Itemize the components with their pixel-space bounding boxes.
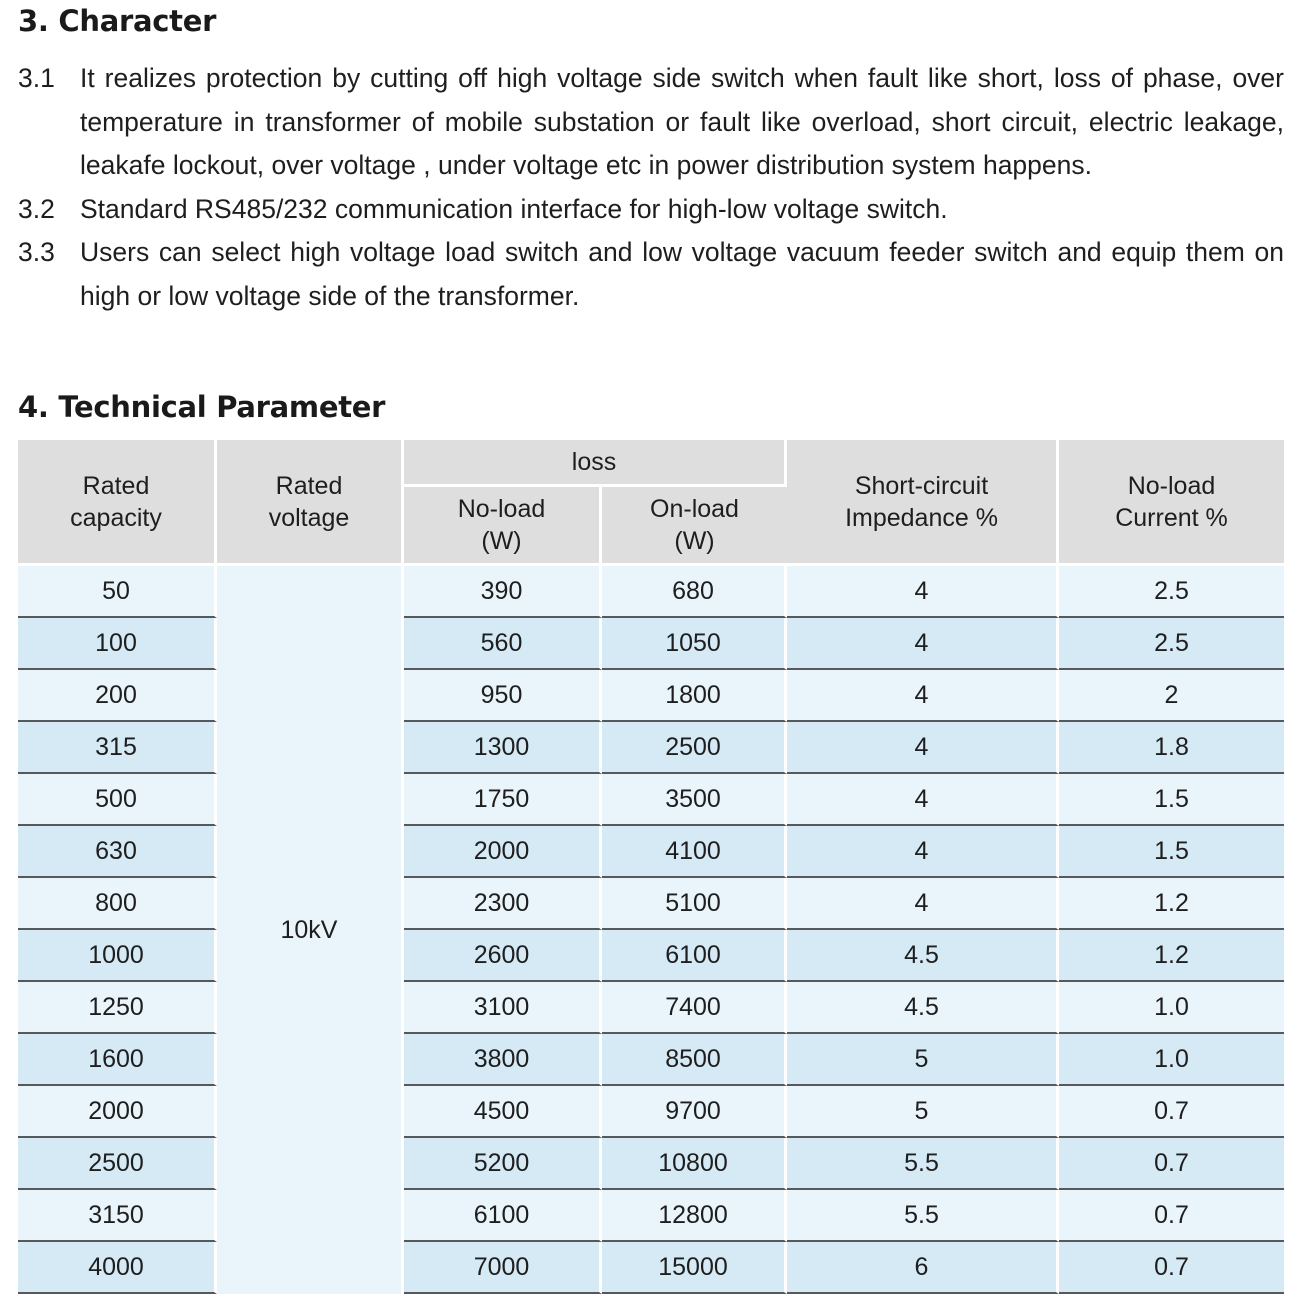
cell-capacity: 2500 [18,1138,217,1190]
cell-no-load: 1750 [404,774,602,826]
header-on-load-w [602,487,787,566]
table-row [18,1086,1284,1138]
header-impedance [787,440,1059,566]
cell-on-load: 7400 [602,982,787,1034]
header-label: No-load (W) [457,495,546,555]
character-heading: 3. Character [18,4,217,38]
cell-current: 1.8 [1059,722,1284,774]
character-item [18,231,1284,318]
header-no-load-w [404,487,602,566]
cell-on-load: 3500 [602,774,787,826]
cell-current: 2 [1059,670,1284,722]
cell-capacity: 1600 [18,1034,217,1086]
header-no-load-current [1059,440,1284,566]
cell-no-load: 560 [404,618,602,670]
cell-capacity: 4000 [18,1242,217,1294]
table-row [18,1242,1284,1294]
cell-capacity: 1250 [18,982,217,1034]
cell-capacity: 315 [18,722,217,774]
cell-impedance: 4 [787,826,1059,878]
cell-on-load: 1800 [602,670,787,722]
cell-no-load: 3100 [404,982,602,1034]
cell-on-load: 4100 [602,826,787,878]
cell-no-load: 2000 [404,826,602,878]
technical-heading: 4. Technical Parameter [18,390,386,424]
table-row [18,1034,1284,1086]
table-row [18,982,1284,1034]
cell-current: 2.5 [1059,566,1284,618]
cell-impedance: 4 [787,722,1059,774]
cell-no-load: 5200 [404,1138,602,1190]
cell-current: 2.5 [1059,618,1284,670]
cell-on-load: 8500 [602,1034,787,1086]
cell-on-load: 12800 [602,1190,787,1242]
cell-capacity: 2000 [18,1086,217,1138]
cell-impedance: 4 [787,774,1059,826]
cell-impedance: 4.5 [787,982,1059,1034]
cell-impedance: 4 [787,670,1059,722]
table-row [18,826,1284,878]
cell-rated-voltage: 10kV [217,566,404,1294]
table-row [18,930,1284,982]
table-row [18,1138,1284,1190]
character-item [18,57,1284,188]
cell-no-load: 3800 [404,1034,602,1086]
cell-impedance: 4 [787,878,1059,930]
item-text: Users can select high voltage load switch and low voltage vacuum feeder switch and equip them on high or low voltage side of the transformer. [80,237,1284,311]
item-text: Standard RS485/232 communication interface for high-low voltage switch. [80,193,948,224]
cell-on-load: 10800 [602,1138,787,1190]
header-label: Short-circuit Impedance % [845,471,998,532]
cell-current: 1.2 [1059,930,1284,982]
header-label: No-load Current % [1115,471,1228,532]
cell-impedance: 4 [787,566,1059,618]
character-item [18,188,1284,232]
cell-current: 1.2 [1059,878,1284,930]
item-text: It realizes protection by cutting off high voltage side switch when fault like short, loss of phase, over temperature in transformer of mobile substation or fault like overload, short circuit, electric leakage, leakafe lockout, over voltage , under voltage etc in power distribution system happens. [80,63,1284,180]
header-loss [404,440,787,487]
cell-no-load: 390 [404,566,602,618]
table-row [18,1190,1284,1242]
table-row [18,878,1284,930]
header-label: loss [571,448,617,476]
cell-current: 1.0 [1059,1034,1284,1086]
cell-capacity: 1000 [18,930,217,982]
cell-on-load: 9700 [602,1086,787,1138]
cell-no-load: 4500 [404,1086,602,1138]
cell-on-load: 15000 [602,1242,787,1294]
cell-no-load: 950 [404,670,602,722]
cell-on-load: 680 [602,566,787,618]
cell-capacity: 200 [18,670,217,722]
cell-capacity: 3150 [18,1190,217,1242]
header-rated-voltage [217,440,404,566]
cell-no-load: 1300 [404,722,602,774]
cell-capacity: 500 [18,774,217,826]
technical-parameter-table [18,440,1284,1294]
cell-no-load: 7000 [404,1242,602,1294]
header-label: Rated voltage [268,471,350,532]
cell-impedance: 6 [787,1242,1059,1294]
cell-on-load: 6100 [602,930,787,982]
header-rated-capacity [18,440,217,566]
cell-current: 0.7 [1059,1138,1284,1190]
table-row [18,774,1284,826]
cell-impedance: 5 [787,1034,1059,1086]
cell-capacity: 630 [18,826,217,878]
table-body [18,566,1284,1294]
cell-current: 1.0 [1059,982,1284,1034]
cell-no-load: 2300 [404,878,602,930]
cell-capacity: 100 [18,618,217,670]
cell-on-load: 1050 [602,618,787,670]
cell-current: 0.7 [1059,1086,1284,1138]
cell-current: 1.5 [1059,774,1284,826]
table-row [18,670,1284,722]
cell-current: 0.7 [1059,1190,1284,1242]
item-number: 3.2 [18,193,55,224]
cell-current: 0.7 [1059,1242,1284,1294]
table-row [18,618,1284,670]
item-number: 3.3 [18,237,55,267]
header-label: Rated capacity [70,471,162,532]
cell-impedance: 4.5 [787,930,1059,982]
cell-capacity: 800 [18,878,217,930]
header-label: On-load (W) [650,495,739,555]
cell-impedance: 5 [787,1086,1059,1138]
cell-on-load: 2500 [602,722,787,774]
cell-current: 1.5 [1059,826,1284,878]
cell-on-load: 5100 [602,878,787,930]
cell-impedance: 5.5 [787,1190,1059,1242]
cell-capacity: 50 [18,566,217,618]
cell-impedance: 4 [787,618,1059,670]
character-list [18,57,1284,318]
cell-no-load: 6100 [404,1190,602,1242]
cell-impedance: 5.5 [787,1138,1059,1190]
item-number: 3.1 [18,63,55,93]
table-row [18,722,1284,774]
cell-no-load: 2600 [404,930,602,982]
table-row [18,566,1284,618]
